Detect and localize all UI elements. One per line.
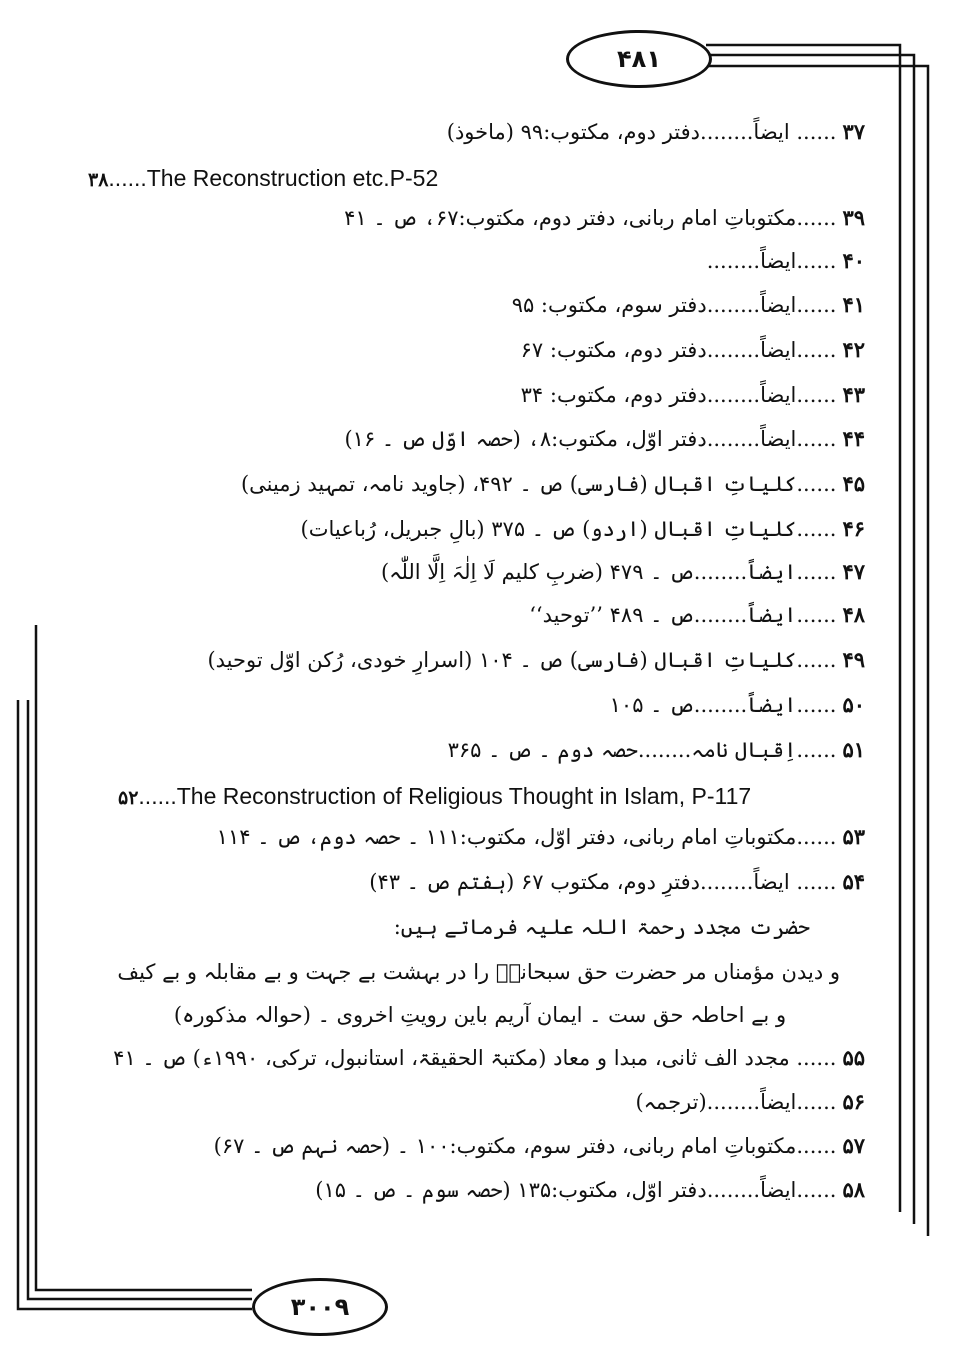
note-51 — [448, 735, 865, 765]
note-41 — [512, 290, 865, 320]
note-text: ......The Reconstruction etc.P-52 — [108, 165, 439, 191]
note-46 — [301, 514, 865, 544]
note-text: ......ایضاً........ — [706, 249, 837, 273]
note-text: ......اِقبال نامہ........حصہ دوم ۔ ص ۔ ۳۶۵ — [447, 738, 837, 762]
note-49 — [207, 645, 865, 675]
quote-line-2: و بے احاطہ حق ست ۔ ایمان آریم باین رویتِ اخروی ۔ (حوالہ مذکورہ) — [173, 1003, 787, 1027]
note-38 — [88, 163, 438, 195]
note-number: ۵۵ — [842, 1045, 865, 1070]
note-number: ۵۲ — [118, 787, 139, 809]
note-number: ۴۶ — [842, 516, 865, 541]
note-text: ......ایضاً........دفتر دوم، مکتوب: ۶۷ — [520, 338, 837, 362]
note-number: ۴۵ — [842, 471, 865, 496]
note-55 — [113, 1043, 865, 1073]
note-number: ۵۳ — [842, 824, 865, 849]
note-number: ۵۱ — [842, 737, 865, 762]
note-number: ۳۹ — [842, 205, 865, 230]
note-text: ......The Reconstruction of Religious Thought in Islam, P-117 — [138, 783, 752, 809]
note-39 — [344, 203, 865, 233]
note-text: ......ایضاً........(ترجمہ) — [635, 1090, 837, 1114]
note-text: ......ایضاً........ص ۔ ۴۸۹ ’’توحید‘‘ — [529, 603, 837, 627]
note-47 — [381, 557, 865, 587]
note-text: ......ایضاً........دفتر سوم، مکتوب: ۹۵ — [511, 293, 837, 317]
note-56 — [635, 1087, 865, 1117]
note-number: ۵۴ — [842, 869, 865, 894]
note-58 — [315, 1175, 865, 1205]
note-text: ...... ایضاً........دفتر دوم، مکتوب:۹۹ (ماخوذ) — [446, 120, 837, 144]
note-text: ...... ایضاً........دفترِ دوم، مکتوب ۶۷ (ہفتم ص ۔ ۴۳) — [369, 870, 837, 894]
page-number-bottom-text: ۳۰۰۹ — [290, 1293, 350, 1321]
note-text: ......مکتوباتِ امام ربانی، دفتر سوم، مکتوب:۱۰۰ ۔ (حصہ نہم ص ۔ ۶۷) — [213, 1134, 837, 1158]
note-45 — [241, 469, 865, 499]
note-text: ......ایضاً........دفتر اوّل، مکتوب:۸، (حصہ اوّل ص ۔ ۱۶) — [344, 427, 837, 451]
note-number: ۴۴ — [842, 426, 865, 451]
note-text: ......ایضاً........دفتر اوّل، مکتوب:۱۳۵ (حصہ سوم ۔ ص ۔ ۱۵) — [315, 1178, 837, 1202]
note-text: ......مکتوباتِ امام ربانی، دفتر دوم، مکتوب:۶۷، ص ۔ ۴۱ — [344, 206, 837, 230]
note-text: ......ایضاً........دفتر دوم، مکتوب: ۳۴ — [520, 383, 837, 407]
note-48 — [529, 600, 865, 630]
page-number-top-text: ۴۸۱ — [617, 45, 661, 73]
note-number: ۵۸ — [842, 1177, 865, 1202]
page-number-bottom — [252, 1278, 388, 1336]
note-text: ......کلیاتِ اقبال (فارسی) ص ۔ ۴۹۲، (جاوید نامہ، تمہید زمینی) — [240, 472, 837, 496]
note-42 — [521, 335, 865, 365]
note-text: ...... مجدد الف ثانی، مبدا و معاد (مکتبۃ الحقیقۃ، استانبول، ترکی، ۱۹۹۰ء) ص ۔ ۴۱ — [113, 1046, 837, 1070]
quote-intro: حضرت مجدد رحمۃ اللہ علیہ فرماتے ہیں: — [393, 915, 810, 939]
note-number: ۳۷ — [842, 119, 865, 144]
note-57 — [214, 1131, 865, 1161]
quote-line-1: و دیدن مؤمناں مر حضرت حق سبحانہٗ را در بہشت بے جہت و بے مقابلہ و بے کیف — [117, 960, 840, 984]
note-text: ......کلیاتِ اقبال (فارسی) ص ۔ ۱۰۴ (اسرارِ خودی، رُکن اوّل توحید) — [207, 648, 837, 672]
note-text: ......ایضاً........ص ۔ ۴۷۹ (ضربِ کلیم لَا اِلٰہَ اِلَّا اللّٰہ) — [380, 560, 837, 584]
note-text: ......کلیاتِ اقبال (اردو) ص ۔ ۳۷۵ (بالِ جبریل، رُباعیات) — [300, 517, 837, 541]
note-number: ۴۱ — [842, 292, 865, 317]
note-44 — [344, 424, 865, 454]
note-52 — [118, 781, 751, 813]
note-54 — [369, 867, 865, 897]
note-number: ۴۳ — [842, 382, 865, 407]
note-43 — [521, 380, 865, 410]
note-53 — [217, 822, 865, 852]
note-50 — [610, 690, 865, 720]
note-text: ......مکتوباتِ امام ربانی، دفتر اوّل، مکتوب:۱۱۱ ۔ حصہ دوم، ص ۔ ۱۱۴ — [216, 825, 837, 849]
note-number: ۵۰ — [842, 692, 865, 717]
note-number: ۴۹ — [842, 647, 865, 672]
note-number: ۴۰ — [842, 248, 865, 273]
note-number: ۵۷ — [842, 1133, 865, 1158]
note-number: ۴۷ — [842, 559, 865, 584]
note-number: ۵۶ — [842, 1089, 865, 1114]
note-number: ۳۸ — [88, 169, 109, 191]
note-number: ۴۲ — [842, 337, 865, 362]
note-37 — [447, 117, 865, 147]
note-text: ......ایضاً........ص ۔ ۱۰۵ — [609, 693, 837, 717]
page-number-top — [566, 30, 712, 88]
note-40 — [707, 246, 865, 276]
note-number: ۴۸ — [842, 602, 865, 627]
